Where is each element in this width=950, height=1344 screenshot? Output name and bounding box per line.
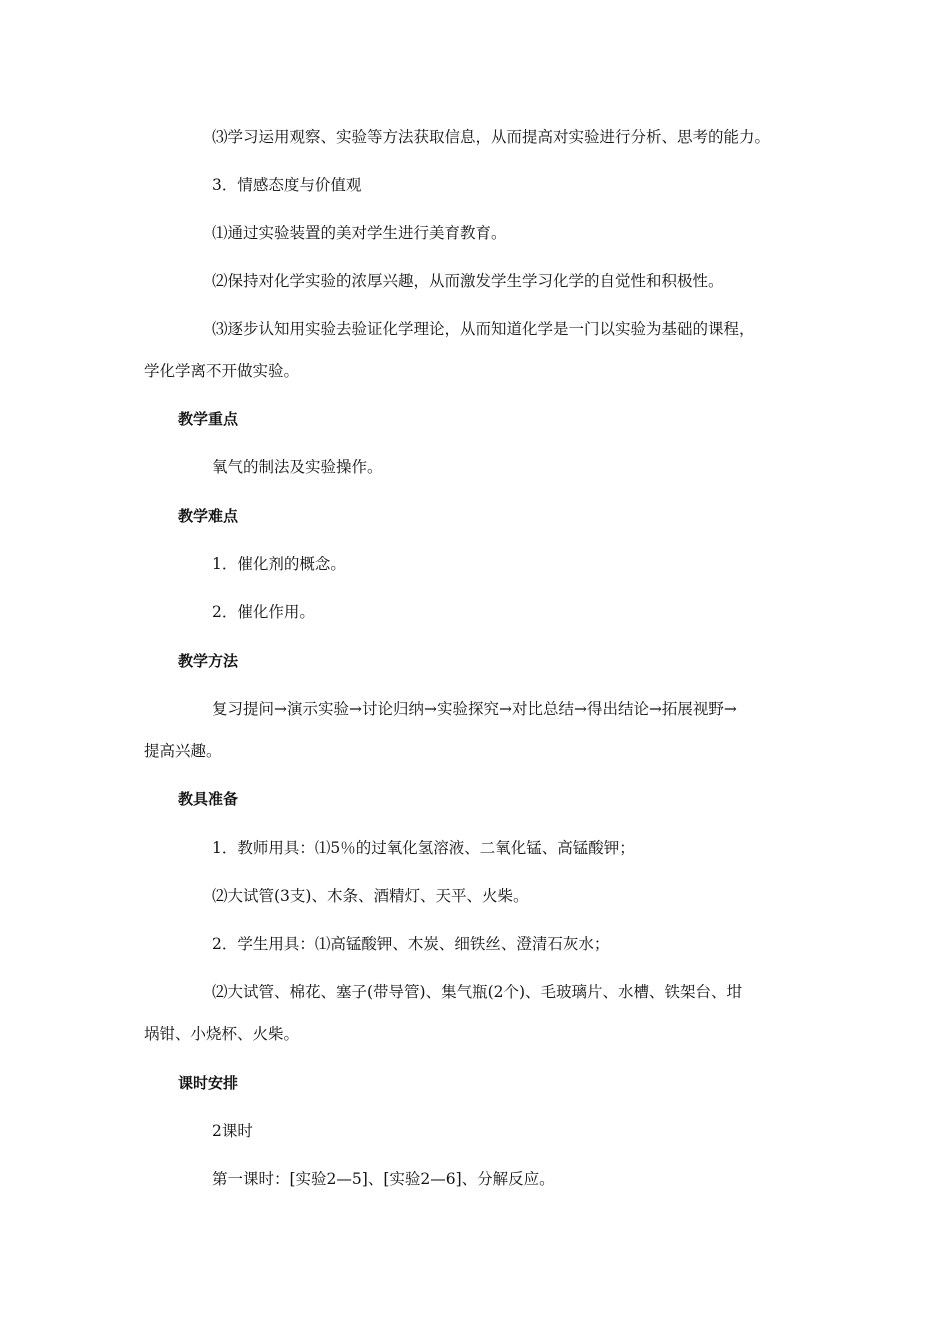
first-lesson-content: 第一课时：[实验2—5]、[实验2—6]、分解反应。 bbox=[212, 1170, 555, 1188]
class-hours: 2课时 bbox=[212, 1122, 253, 1140]
emotion-item-3-line-2: 学化学离不开做实验。 bbox=[144, 362, 300, 380]
heading-class-schedule: 课时安排 bbox=[178, 1074, 239, 1092]
student-tools-2-line-2: 埚钳、小烧杯、火柴。 bbox=[144, 1025, 300, 1043]
heading-teaching-focus: 教学重点 bbox=[178, 410, 239, 428]
student-tools-2-line-1: ⑵大试管、棉花、塞子(带导管)、集气瓶(2个)、毛玻璃片、水槽、铁架台、坩 bbox=[212, 983, 743, 1001]
difficulty-item-2: 2．催化作用。 bbox=[212, 603, 315, 621]
heading-teaching-difficulty: 教学难点 bbox=[178, 507, 239, 525]
teacher-tools-2: ⑵大试管(3支)、木条、酒精灯、天平、火柴。 bbox=[212, 887, 529, 905]
difficulty-item-1: 1．催化剂的概念。 bbox=[212, 555, 346, 573]
emotion-item-2: ⑵保持对化学实验的浓厚兴趣，从而激发学生学习化学的自觉性和积极性。 bbox=[212, 272, 724, 290]
teacher-tools-1: 1．教师用具：⑴5％的过氧化氢溶液、二氧化锰、高锰酸钾； bbox=[212, 839, 635, 857]
emotion-item-1: ⑴通过实验装置的美对学生进行美育教育。 bbox=[212, 224, 507, 242]
teaching-method-line-2: 提高兴趣。 bbox=[144, 742, 222, 760]
emotion-item-3-line-1: ⑶逐步认知用实验去验证化学理论，从而知道化学是一门以实验为基础的课程， bbox=[212, 320, 755, 338]
teaching-focus-text: 氧气的制法及实验操作。 bbox=[212, 458, 383, 476]
heading-teaching-method: 教学方法 bbox=[178, 652, 239, 670]
section-emotion-values: 3．情感态度与价值观 bbox=[212, 176, 362, 194]
objective-3-3: ⑶学习运用观察、实验等方法获取信息，从而提高对实验进行分析、思考的能力。 bbox=[212, 128, 771, 146]
student-tools-1: 2．学生用具：⑴高锰酸钾、木炭、细铁丝、澄清石灰水； bbox=[212, 935, 610, 953]
teaching-method-line-1: 复习提问→演示实验→讨论归纳→实验探究→对比总结→得出结论→拓展视野→ bbox=[212, 700, 737, 718]
heading-teaching-aids: 教具准备 bbox=[178, 790, 239, 808]
